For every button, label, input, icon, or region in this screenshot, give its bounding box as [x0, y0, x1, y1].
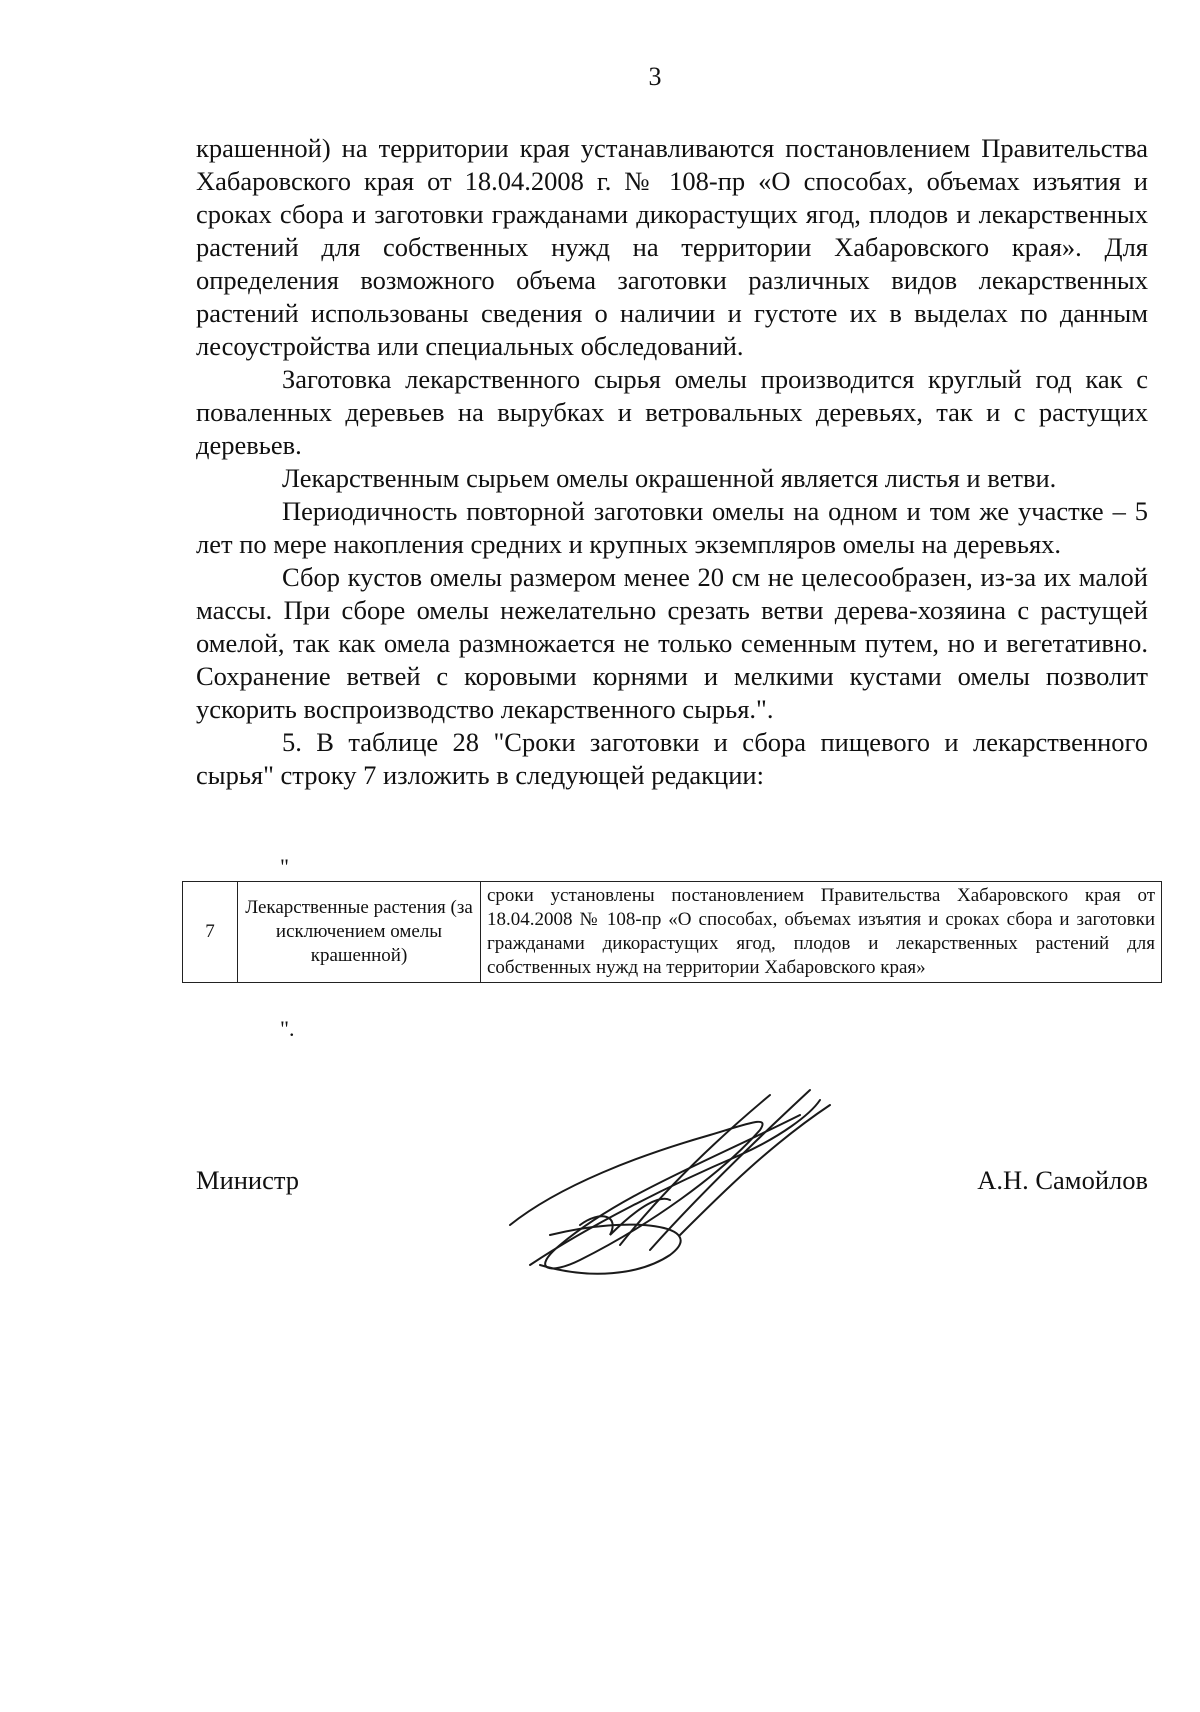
- paragraph-raw-material: Лекарственным сырьем омелы окрашенной является листья и ветви.: [282, 463, 1057, 493]
- table-row: [183, 882, 1162, 983]
- row-name-cell: Лекарственные растения (за исключением омелы крашенной): [238, 882, 481, 983]
- amendment-table: [182, 881, 1162, 983]
- row-terms-cell: сроки установлены постановлением Правительства Хабаровского края от 18.04.2008 № 108-пр «О способах, объемах изъятия и сроках сбора и заготовки гражданами дикорастущих ягод, плодов и лекарственных растений для собственных нужд на территории Хабаровского края»: [481, 882, 1162, 983]
- paragraph-harvesting: Заготовка лекарственного сырья омелы производится круглый год как с поваленных деревьев на вырубках и ветровальных деревьях, так и с растущих деревьев.: [196, 364, 1148, 460]
- page-number: 3: [648, 62, 662, 91]
- signature-image: [470, 1075, 850, 1285]
- paragraph-continuation: крашенной) на территории края устанавливаются постановлением Правительства Хабаровского края от 18.04.2008 г. № 108-пр «О способах, объемах изъятия и сроках сбора и заготовки гражданами дикорастущих ягод, плодов и лекарственных растений для собственных нужд на территории Хабаровского края». Для определения возможного объема заготовки различных видов лекарственных растений использованы сведения о наличии и густоте их в выделах по данным лесоустройства или специальных обследований.: [196, 133, 1148, 361]
- paragraph-collection-rules: Сбор кустов омелы размером менее 20 см не целесообразен, из-за их малой массы. При сборе омелы нежелательно срезать ветви дерева-хозяина с растущей омелой, так как омела размножается не только семенным путем, но и вегетативно. Сохранение ветвей с коровыми корнями и мелкими кустами омелы позволит ускорить воспроизводство лекарственного сырья.".: [196, 562, 1148, 724]
- document-body: [196, 132, 1148, 792]
- signer-name: А.Н. Самойлов: [977, 1165, 1148, 1195]
- quote-close-mark: ".: [280, 1016, 295, 1041]
- signer-title: Министр: [196, 1165, 300, 1195]
- row-number-cell: 7: [183, 882, 238, 983]
- quote-open-mark: ": [280, 854, 289, 879]
- paragraph-periodicity: Периодичность повторной заготовки омелы на одном и том же участке – 5 лет по мере накопления средних и крупных экземпляров омелы на деревьях.: [196, 496, 1148, 559]
- paragraph-amendment: 5. В таблице 28 "Сроки заготовки и сбора пищевого и лекарственного сырья" строку 7 изложить в следующей редакции:: [196, 727, 1148, 790]
